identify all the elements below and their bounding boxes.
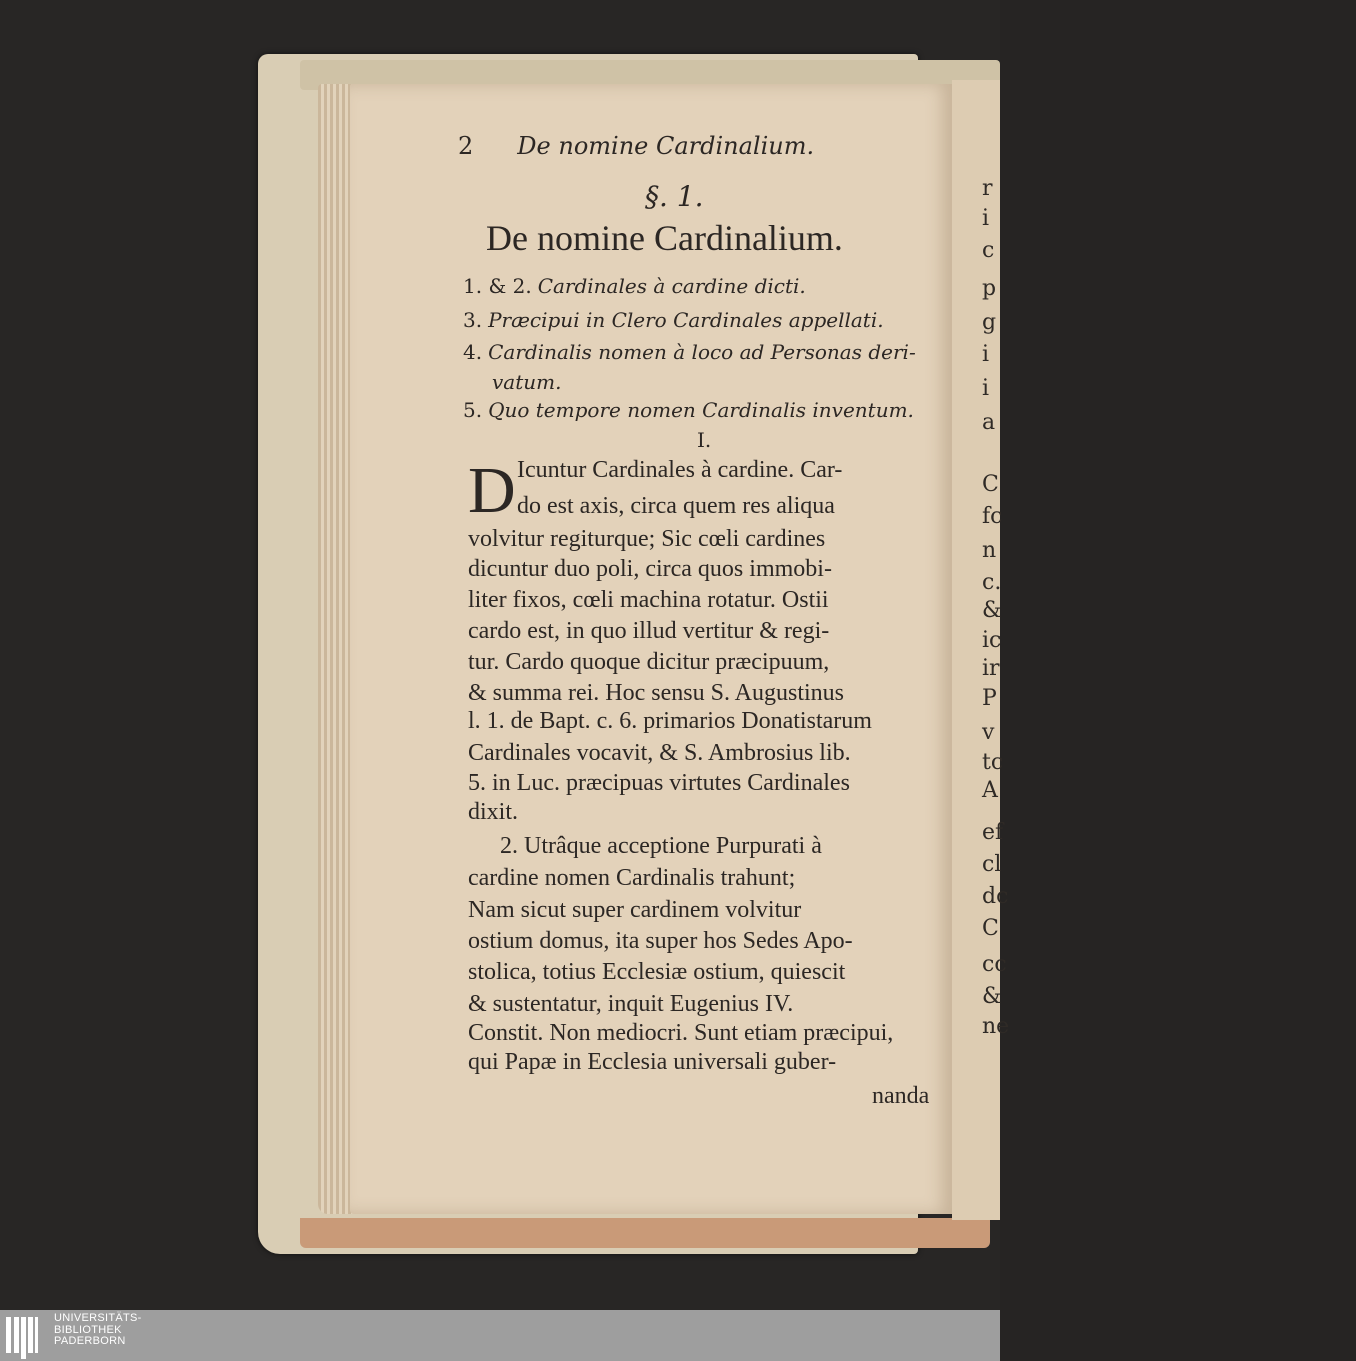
- body-line: Nam sicut super cardinem volvitur: [468, 897, 802, 923]
- facing-page-glyph: i: [982, 376, 990, 401]
- facing-page-glyph: a: [982, 410, 996, 435]
- facing-page-glyph: c.: [982, 570, 1002, 595]
- body-line: volvitur regiturque; Sic cœli cardines: [468, 526, 826, 552]
- facing-page-glyph: C: [982, 916, 999, 941]
- facing-page-glyph: i: [982, 206, 990, 231]
- body-line: stolica, totius Ecclesiæ ostium, quiescit: [468, 959, 846, 985]
- facing-page-glyph: A: [982, 778, 998, 803]
- body-line: do est axis, circa quem res aliqua: [517, 493, 835, 519]
- facing-page-glyph: tc: [982, 750, 1004, 775]
- drop-cap: D: [468, 454, 516, 527]
- facing-page-glyph: dc: [982, 884, 1009, 909]
- body-line: cardine nomen Cardinalis trahunt;: [468, 865, 796, 891]
- facing-page-glyph: fc: [982, 504, 1003, 529]
- facing-page-glyph: c: [982, 238, 995, 263]
- facing-page-glyph: v: [982, 720, 995, 745]
- body-line: nanda: [872, 1083, 930, 1109]
- facing-page-glyph: ne: [982, 1014, 1010, 1039]
- body-line: dixit.: [468, 799, 519, 825]
- facing-page-glyph: cl: [982, 852, 1002, 877]
- library-logo-icon: [6, 1317, 42, 1359]
- book-bottom-edge: [300, 1218, 990, 1248]
- summary-line: 4. Cardinalis nomen à loco ad Personas deri-: [463, 340, 916, 364]
- body-line: & summa rei. Hoc sensu S. Augustinus: [468, 680, 844, 706]
- body-line: Constit. Non mediocri. Sunt etiam præcipui,: [468, 1020, 894, 1046]
- facing-page-glyph: P: [982, 686, 997, 711]
- facing-page-glyph: C: [982, 472, 999, 497]
- body-line: 2. Utrâque acceptione Purpurati à: [500, 833, 822, 859]
- running-head: [458, 132, 814, 160]
- facing-page-glyph: &: [982, 598, 1002, 623]
- section-title: De nomine Cardinalium.: [486, 218, 843, 258]
- paragraph-number: I.: [697, 428, 712, 452]
- body-line: Cardinales vocavit, & S. Ambrosius lib.: [468, 740, 851, 766]
- body-line: ostium domus, ita super hos Sedes Apo-: [468, 928, 853, 954]
- library-footer: [0, 1310, 1000, 1361]
- body-line: dicuntur duo poli, circa quos immobi-: [468, 556, 832, 582]
- body-line: & sustentatur, inquit Eugenius IV.: [468, 991, 794, 1017]
- section-mark: §. 1.: [645, 180, 704, 213]
- body-line: liter fixos, cœli machina rotatur. Ostii: [468, 587, 829, 613]
- facing-page-glyph: g: [982, 310, 997, 335]
- body-line: l. 1. de Bapt. c. 6. primarios Donatistarum: [468, 708, 872, 734]
- body-line: tur. Cardo quoque dicitur præcipuum,: [468, 649, 830, 675]
- summary-line: 3. Præcipui in Clero Cardinales appellati.: [463, 308, 884, 332]
- body-line: Icuntur Cardinales à cardine. Car-: [517, 457, 843, 483]
- page-number: 2: [458, 132, 474, 160]
- facing-page-glyph: ir: [982, 656, 1000, 681]
- running-head-title: De nomine Cardinalium.: [517, 132, 815, 160]
- facing-page-glyph: cc: [982, 952, 1007, 977]
- facing-page-glyph: i: [982, 342, 990, 367]
- library-name: UNIVERSITÄTS- BIBLIOTHEK PADERBORN: [54, 1312, 142, 1347]
- body-line: qui Papæ in Ecclesia universali guber-: [468, 1049, 837, 1075]
- facing-page-glyph: ic: [982, 628, 1002, 653]
- summary-line: 1. & 2. Cardinales à cardine dicti.: [463, 274, 806, 298]
- body-line: cardo est, in quo illud vertitur & regi-: [468, 618, 830, 644]
- facing-page-fragment: [952, 80, 1010, 1220]
- body-line: 5. in Luc. præcipuas virtutes Cardinales: [468, 770, 850, 796]
- facing-page-glyph: &: [982, 984, 1002, 1009]
- facing-page-glyph: p: [982, 276, 997, 301]
- summary-line: 5. Quo tempore nomen Cardinalis inventum.: [463, 398, 914, 422]
- facing-page-glyph: ef: [982, 820, 1004, 845]
- facing-page-glyph: r: [982, 176, 993, 201]
- summary-line: vatum.: [492, 370, 562, 394]
- facing-page-glyph: n: [982, 538, 997, 563]
